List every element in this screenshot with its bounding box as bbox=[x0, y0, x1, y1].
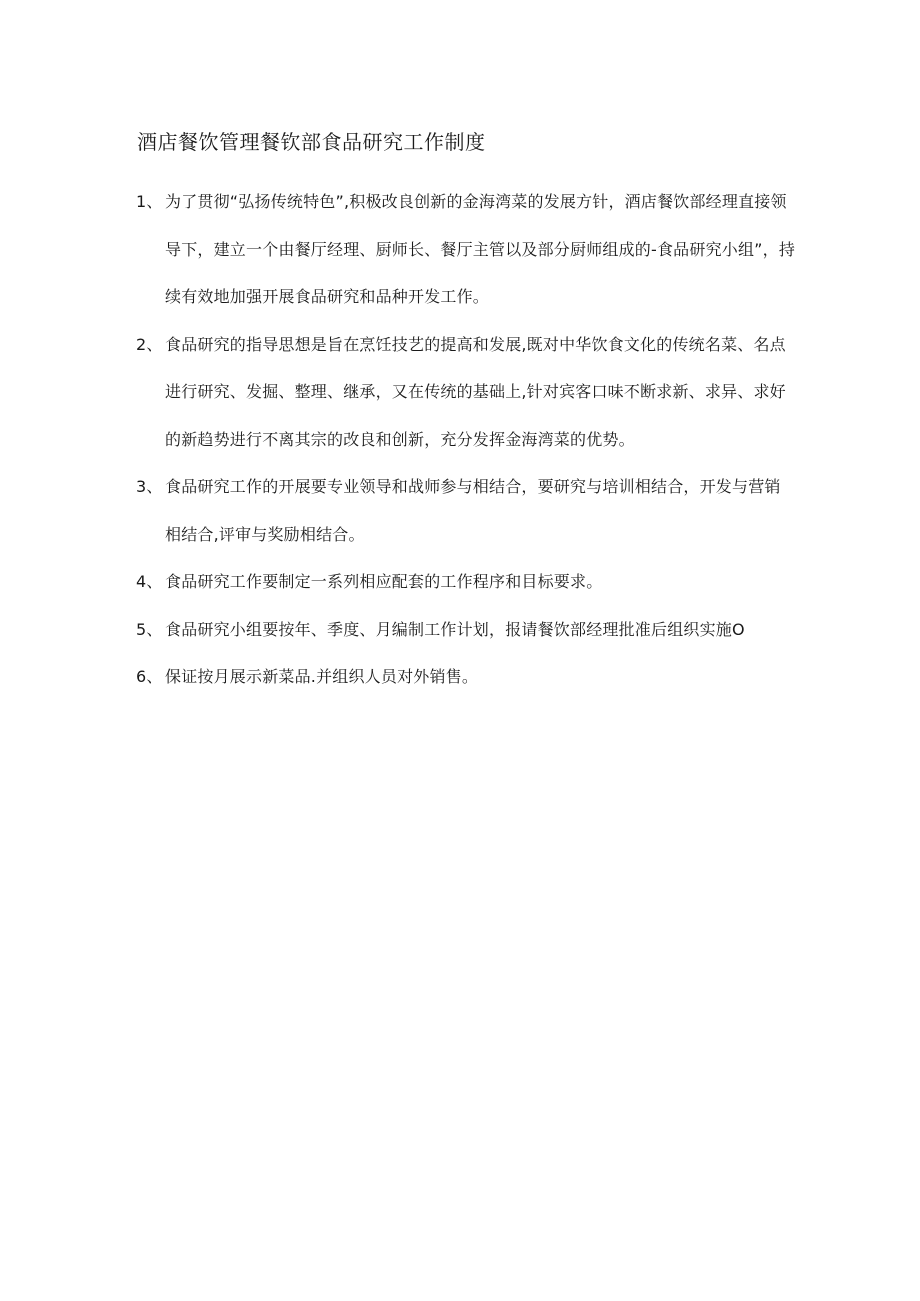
clause-text: 为了贯彻“弘扬传统特色”,积极改良创新的金海湾菜的发展方针，酒店餐饮部经理直接领导下，建立一个由餐厅经理、厨师长、餐厅主管以及部分厨师组成的-食品研究小组”，持续有效地加强开展食品研究和品种开发工作。 bbox=[165, 192, 796, 306]
clause-text: 保证按月展示新菜品.并组织人员对外销售。 bbox=[165, 667, 479, 686]
clause-number: 2、 bbox=[136, 334, 163, 354]
clause-number: 3、 bbox=[136, 477, 163, 496]
clause-item bbox=[136, 463, 796, 558]
clause-item bbox=[136, 606, 796, 654]
clause-item bbox=[136, 178, 796, 321]
clause-text: 食品研究小组要按年、季度、月编制工作计划，报请餐饮部经理批准后组织实施O bbox=[165, 619, 745, 639]
clause-number: 6、 bbox=[136, 667, 163, 686]
clause-list bbox=[136, 178, 796, 701]
clause-number: 4、 bbox=[136, 572, 163, 591]
clause-text: 食品研究的指导思想是旨在烹饪技艺的提高和发展,既对中华饮食文化的传统名菜、名点进行研究、发掘、整理、继承，又在传统的基础上,针对宾客口味不断求新、求异、求好的新趋势进行不离其宗的改良和创新，充分发挥金海湾菜的优势。 bbox=[165, 334, 786, 449]
clause-text: 食品研究工作要制定一系列相应配套的工作程序和目标要求。 bbox=[165, 572, 603, 591]
clause-item bbox=[136, 321, 796, 464]
clause-number: 1、 bbox=[136, 192, 163, 211]
clause-item bbox=[136, 558, 796, 606]
clause-text: 食品研究工作的开展要专业领导和战师参与相结合，要研究与培训相结合，开发与营销相结合,评审与奖励相结合。 bbox=[165, 477, 781, 544]
clause-number: 5、 bbox=[136, 619, 163, 639]
clause-item bbox=[136, 653, 796, 701]
document-title: 酒店餐饮管理餐钦部食品研究工作制度 bbox=[137, 130, 486, 154]
